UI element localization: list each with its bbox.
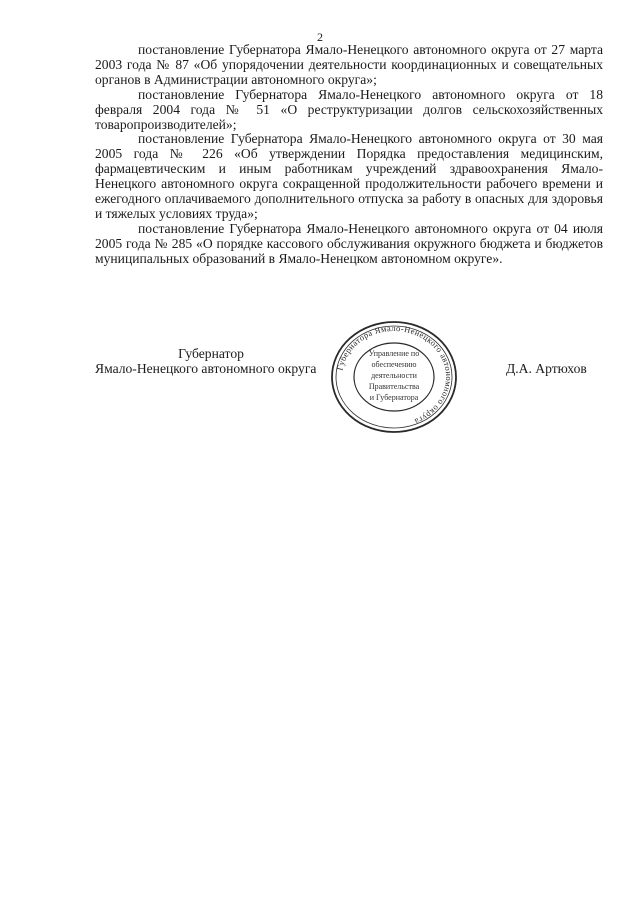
seal-inner-line-2: обеспечению	[371, 360, 417, 369]
document-body	[95, 43, 603, 267]
official-seal	[324, 318, 464, 436]
paragraph-decree-285: постановление Губернатора Ямало-Ненецкого автономного округа от 04 июля 2005 года № 285 «О порядке кассового обслуживания окружного бюджета и бюджетов муниципальных образований в Ямало-Ненецком автономном округе».	[95, 220, 603, 266]
seal-inner-line-4: Правительства	[368, 382, 420, 391]
signatory-title-line-1: Губернатор	[178, 346, 244, 361]
paragraph-decree-51: постановление Губернатора Ямало-Ненецкого автономного округа от 18 февраля 2004 года № 51 «О реструктуризации долгов сельскохозяйственных товаропроизводителей»;	[95, 86, 603, 132]
signatory-title	[95, 346, 335, 376]
seal-inner-line-5: и Губернатора	[369, 393, 419, 402]
signatory-title-line-2: Ямало-Ненецкого автономного округа	[95, 361, 317, 376]
paragraph-decree-226: постановление Губернатора Ямало-Ненецкого автономного округа от 30 мая 2005 года № 226 «Об утверждении Порядка предоставления медицинским, фармацевтическим и иным работникам учреждений здравоохранения Ямало-Ненецкого автономного округа сокращенной продолжительности рабочего времени и ежегодного оплачиваемого дополнительного отпуска за работу в опасных для здоровья и тяжелых условиях труда»;	[95, 131, 603, 221]
seal-inner-line-3: деятельности	[371, 371, 417, 380]
page-number: 2	[317, 30, 323, 44]
seal-inner-line-1: Управление по	[368, 349, 420, 358]
paragraph-decree-87: постановление Губернатора Ямало-Ненецкого автономного округа от 27 марта 2003 года № 87 «Об упорядочении деятельности координационных и совещательных органов в Администрации автономного округа»;	[95, 42, 603, 87]
seal-ring-text: Губернатора Ямало-Ненецкого автономного округа	[334, 322, 455, 427]
signatory-name: Д.А. Артюхов	[506, 361, 587, 376]
